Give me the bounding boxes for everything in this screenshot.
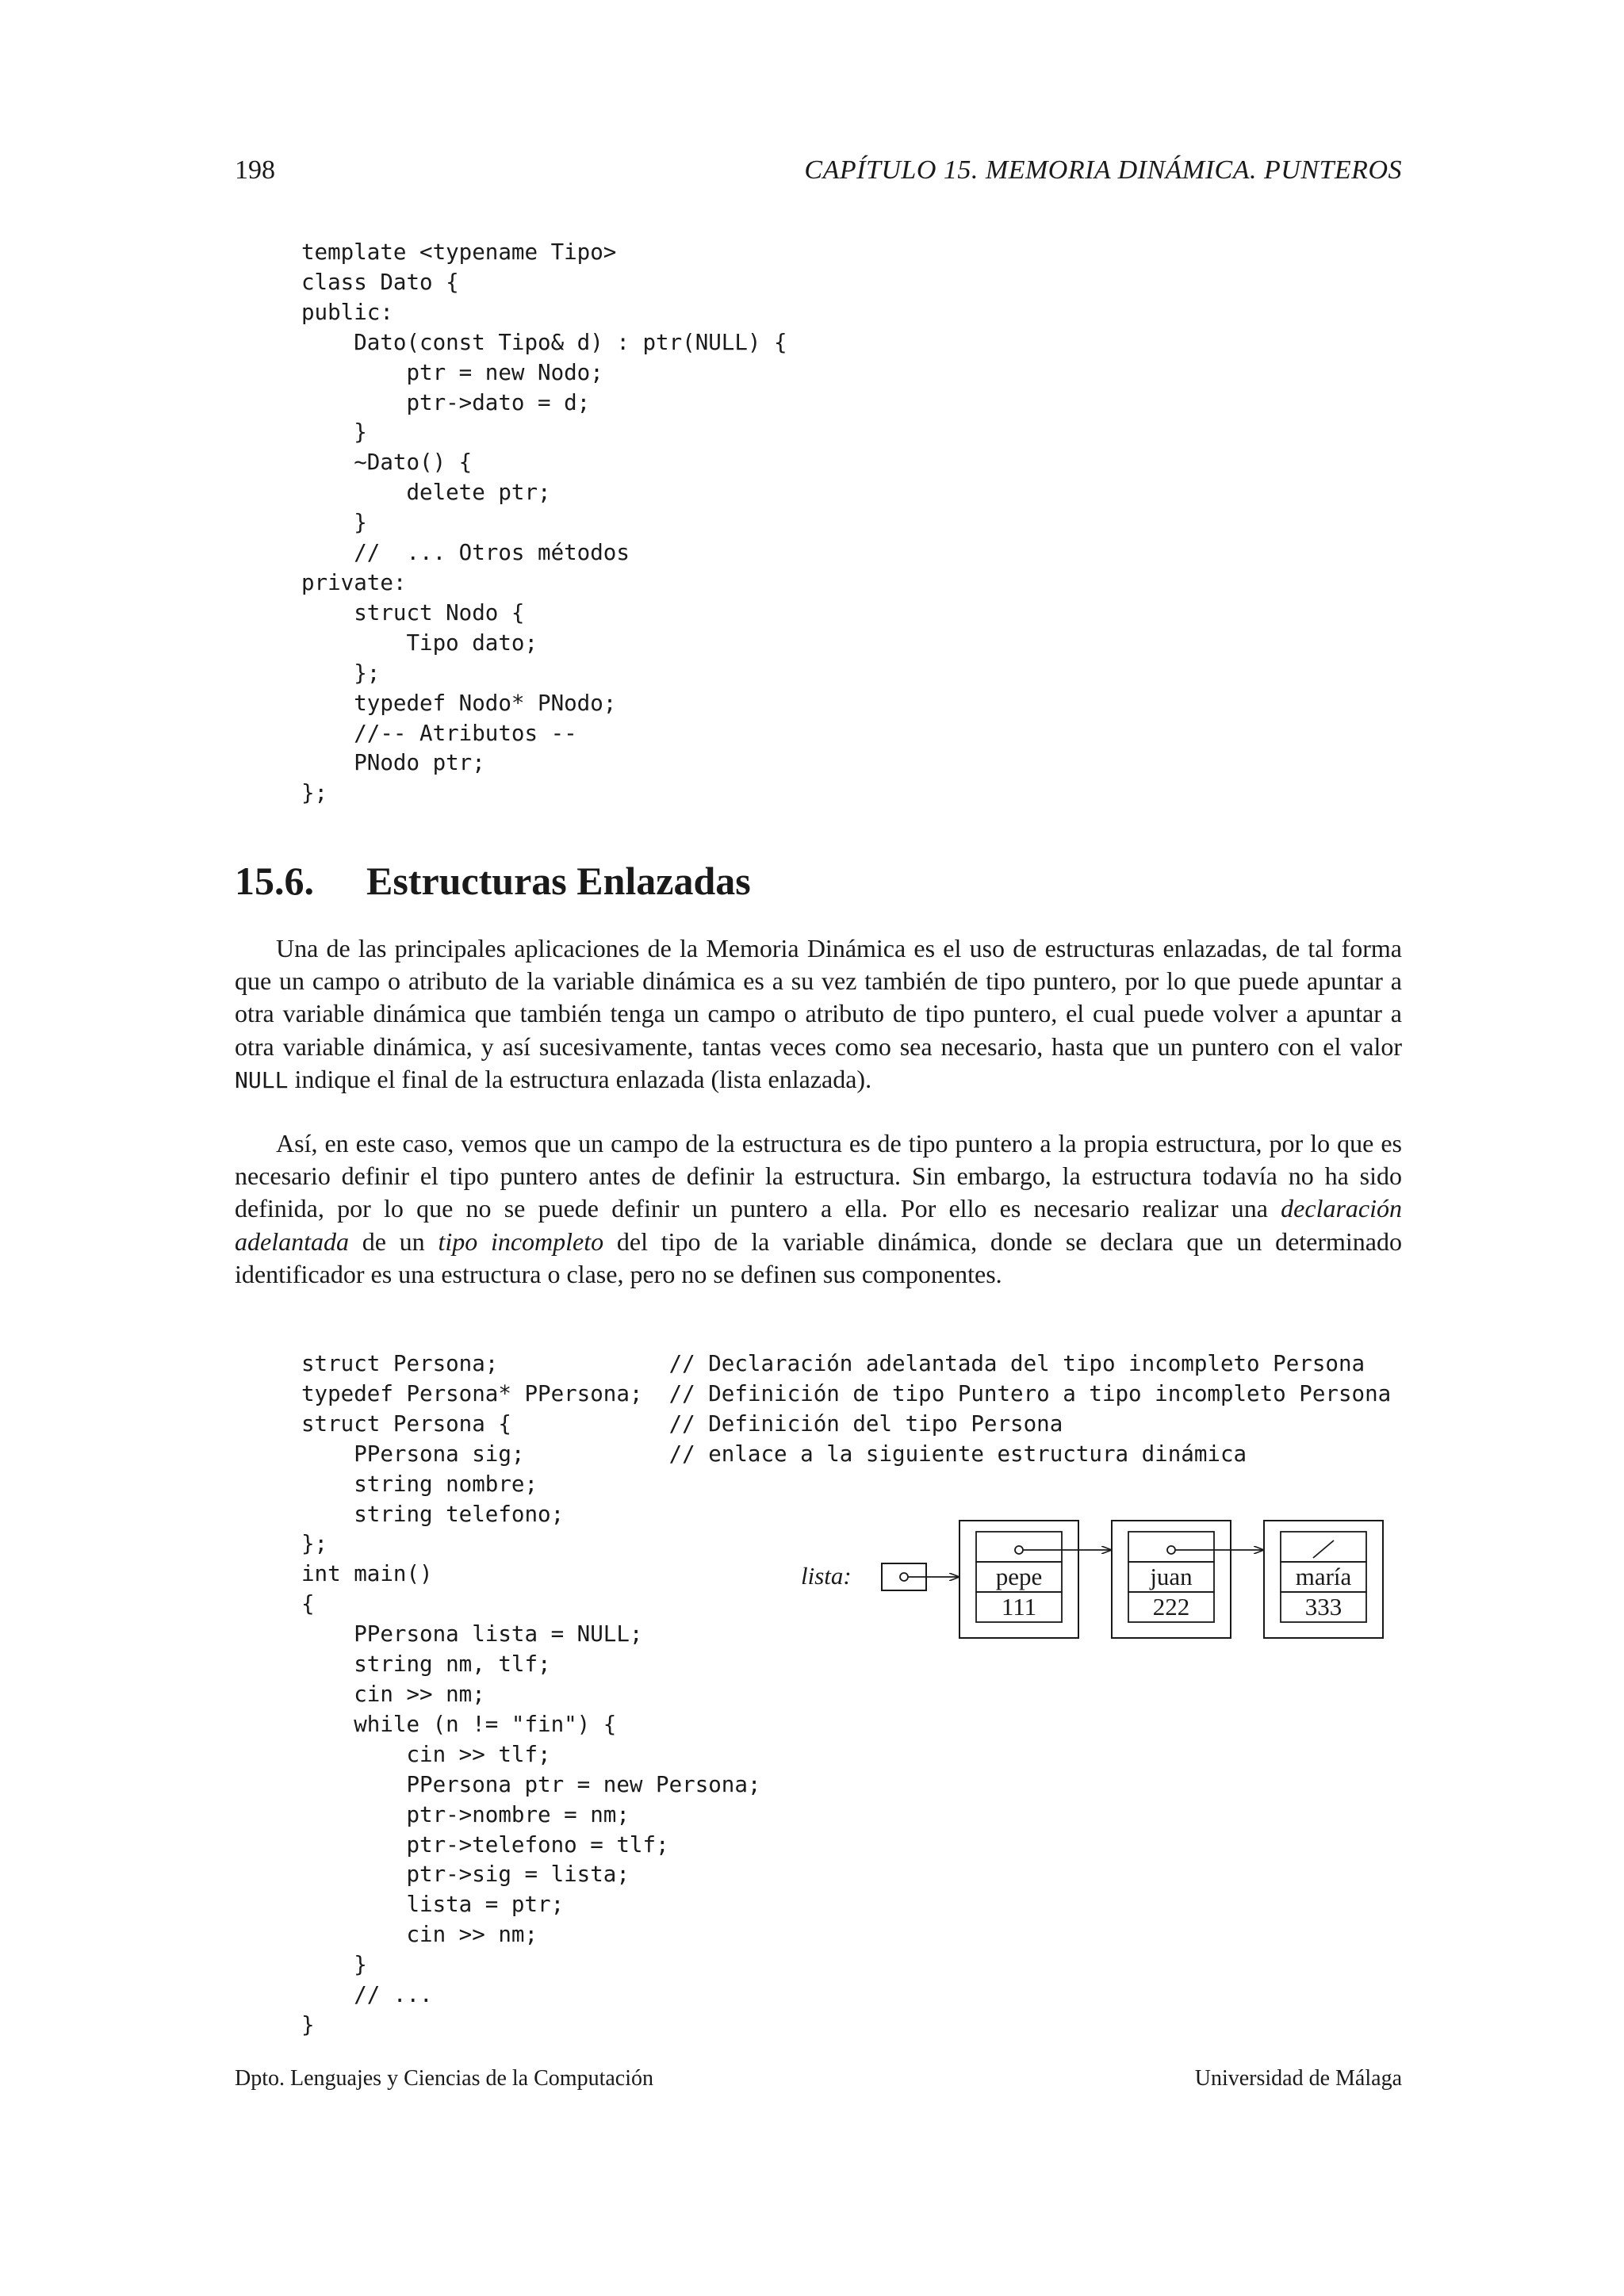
- code-line: //-- Atributos --: [301, 720, 577, 746]
- code-line: cin >> nm;: [301, 1922, 538, 1948]
- code-line: string nombre;: [301, 1471, 538, 1497]
- code-line: };: [301, 660, 381, 686]
- code-line: PPersona ptr = new Persona;: [301, 1771, 761, 1797]
- footer-university: Universidad de Málaga: [1194, 2066, 1402, 2091]
- code-line: ptr->sig = lista;: [301, 1862, 630, 1888]
- code-line: ptr->nombre = nm;: [301, 1801, 630, 1827]
- code-line: delete ptr;: [301, 480, 551, 506]
- code-line: ~Dato() {: [301, 450, 473, 476]
- code-line: ptr->dato = d;: [301, 389, 591, 415]
- section-number: 15.6.: [235, 859, 314, 903]
- code-block-dato-class: [301, 238, 787, 809]
- list-node: [1264, 1521, 1383, 1638]
- code-line: cin >> tlf;: [301, 1741, 551, 1767]
- code-line: lista = ptr;: [301, 1892, 565, 1918]
- footer-department: Dpto. Lenguajes y Ciencias de la Computación: [235, 2066, 653, 2091]
- inline-code-null: NULL: [235, 1066, 289, 1093]
- code-line: };: [301, 780, 328, 806]
- list-node: [1112, 1521, 1264, 1638]
- list-nodes: [959, 1521, 1383, 1638]
- node-telefono: 333: [1304, 1593, 1342, 1621]
- paragraph-text: de un: [348, 1226, 439, 1256]
- node-nombre: juan: [1150, 1563, 1193, 1590]
- code-line: }: [301, 1952, 367, 1978]
- code-line: while (n != "fin") {: [301, 1711, 617, 1737]
- code-line: string telefono;: [301, 1501, 565, 1527]
- node-nombre: pepe: [995, 1563, 1043, 1590]
- code-line: typedef Nodo* PNodo;: [301, 690, 617, 716]
- code-line: {: [301, 1591, 315, 1617]
- code-line: class Dato {: [301, 269, 459, 295]
- code-line: string nm, tlf;: [301, 1651, 551, 1678]
- code-line: ptr->telefono = tlf;: [301, 1831, 669, 1858]
- null-pointer-slash: [1313, 1540, 1334, 1558]
- code-line: };: [301, 1531, 328, 1557]
- section-title: Estructuras Enlazadas: [366, 859, 751, 903]
- code-line: PNodo ptr;: [301, 750, 485, 776]
- paragraph-text: Una de las principales aplicaciones de la Memoria Dinámica es el uso de estructuras enlazadas, de tal forma que un campo o atributo de la variable dinámica es a su vez también de tipo puntero, por lo que puede apuntar a otra variable dinámica que también tenga un campo o atributo de tipo puntero, el cual puede volver a apuntar a otra variable dinámica, y así sucesivamente, tantas veces como sea necesario, hasta que un puntero con el valor: [235, 934, 1402, 1061]
- code-line: // ...: [301, 1982, 433, 2008]
- page-number: 198: [235, 155, 275, 185]
- running-title: CAPÍTULO 15. MEMORIA DINÁMICA. PUNTEROS: [804, 155, 1402, 185]
- emphasis-declaracion-adelantada: declaración adelantada: [235, 1194, 1402, 1256]
- code-line: Dato(const Tipo& d) : ptr(NULL) {: [301, 329, 787, 355]
- linked-list-diagram: [801, 1513, 1404, 1652]
- code-line: }: [301, 510, 367, 536]
- code-line: struct Persona; // Declaración adelantada del tipo incompleto Persona: [301, 1351, 1365, 1376]
- code-line: Tipo dato;: [301, 629, 538, 656]
- node-sig-field: [1281, 1532, 1366, 1562]
- code-block-persona-list: [301, 1349, 1391, 2041]
- code-line: // ... Otros métodos: [301, 540, 630, 566]
- paragraph-text: indique el final de la estructura enlazada (lista enlazada).: [288, 1064, 872, 1093]
- paragraph-text: del tipo de la variable dinámica, donde se declara que un determinado identificador es una estructura o clase, pero no se definen sus componentes.: [235, 1226, 1403, 1288]
- code-line: private:: [301, 569, 407, 595]
- code-line: PPersona lista = NULL;: [301, 1621, 643, 1647]
- paragraph-intro: [235, 932, 1402, 1096]
- code-line: struct Persona { // Definición del tipo Persona: [301, 1410, 1063, 1437]
- pointer-dot: [1015, 1546, 1023, 1554]
- page-header: [235, 155, 1402, 195]
- list-head-pointer-box: [882, 1563, 959, 1590]
- emphasis-tipo-incompleto: tipo incompleto: [438, 1226, 604, 1256]
- node-telefono: 222: [1152, 1593, 1190, 1621]
- section-heading: [235, 858, 751, 904]
- code-line: PPersona sig; // enlace a la siguiente estructura dinámica: [301, 1441, 1247, 1467]
- code-line: ptr = new Nodo;: [301, 359, 603, 385]
- code-line: typedef Persona* PPersona; // Definición de tipo Puntero a tipo incompleto Persona: [301, 1380, 1392, 1406]
- code-line: }: [301, 419, 367, 446]
- code-line: }: [301, 2011, 315, 2038]
- code-line: cin >> nm;: [301, 1681, 485, 1707]
- paragraph-text: Así, en este caso, vemos que un campo de la estructura es de tipo puntero a la propia estructura, por lo que es necesario definir el tipo puntero antes de definir la estructura. Sin embargo, la estructura todavía no ha sido definida, por lo que no se puede definir un puntero a ella. Por ello es necesario realizar una: [235, 1129, 1402, 1223]
- code-line: struct Nodo {: [301, 599, 525, 626]
- node-nombre: maría: [1295, 1563, 1352, 1590]
- code-line: public:: [301, 299, 393, 325]
- list-node: [959, 1521, 1112, 1638]
- node-telefono: 111: [1001, 1593, 1037, 1621]
- pointer-dot: [1167, 1546, 1175, 1554]
- paragraph-forward-declaration: [235, 1127, 1402, 1291]
- code-line: int main(): [301, 1561, 433, 1587]
- code-line: template <typename Tipo>: [301, 239, 617, 265]
- list-head-label: lista:: [801, 1562, 852, 1590]
